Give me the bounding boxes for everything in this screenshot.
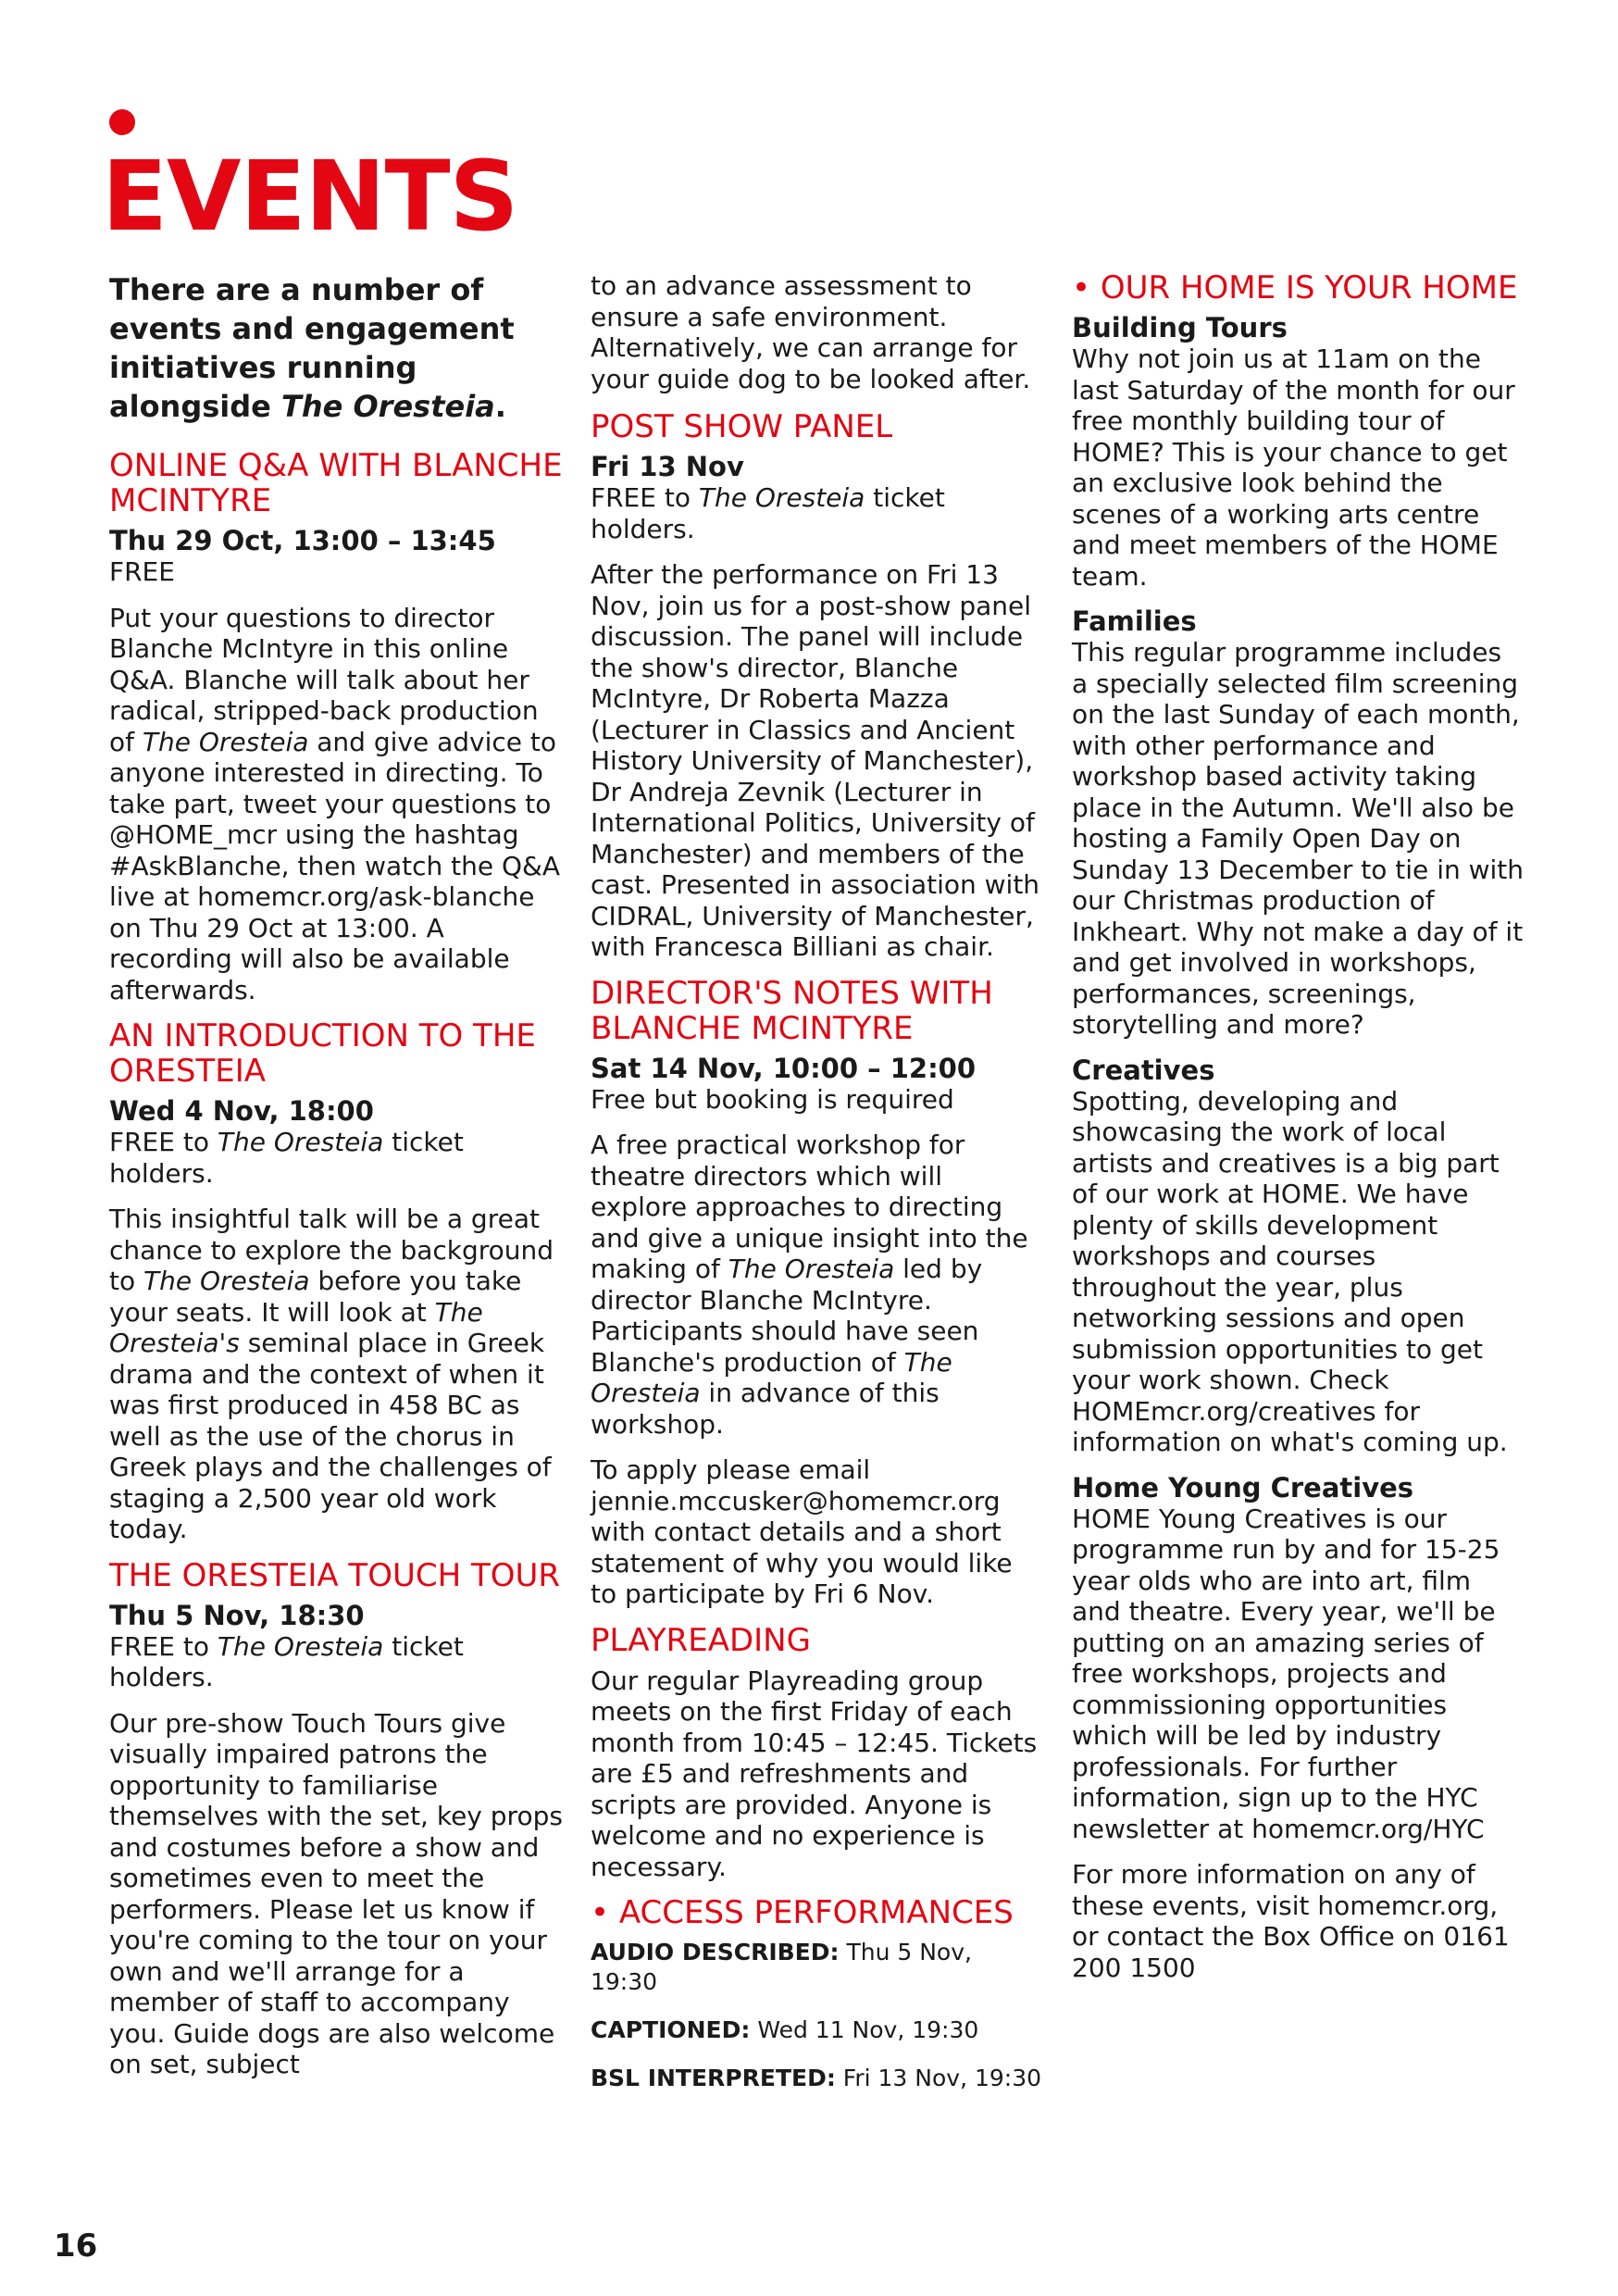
access-performances xyxy=(591,1895,1044,2093)
event-online-qa xyxy=(109,448,563,1005)
subsection-body: HOME Young Creatives is our programme run by and for 15-25 year olds who are into art, film and theatre. Every year, we'll be putting on an amazing series of free workshops, projects and commissioning opportunities which will be led by industry professionals. For further information, sign up to the HYC newsletter at homemcr.org/HYC xyxy=(1072,1503,1500,1844)
subsection-body: Why not join us at 11am on the last Saturday of the month for our free monthly building tour of HOME? This is your chance to get an exclusive look behind the scenes of a working arts centre and meet members of the HOME team. xyxy=(1072,343,1515,592)
event-body-continued: to an advance assessment to ensure a safe environment. Alternatively, we can arrange for your guide dog to be looked after. xyxy=(591,270,1031,394)
event-date: Thu 29 Oct, 13:00 – 13:45 xyxy=(109,525,496,556)
column-1 xyxy=(109,270,563,2095)
page-number: 16 xyxy=(54,2227,98,2265)
event-date: Sat 14 Nov, 10:00 – 12:00 xyxy=(591,1052,977,1084)
section-heading: • ACCESS PERFORMANCES xyxy=(591,1894,1014,1931)
creatives xyxy=(1072,1055,1525,1458)
event-body: Put your questions to director Blanche McIntyre in this online Q&A. Blanche will talk about her radical, stripped-back production of The Oresteia and give advice to anyone interested in directing. To take part, tweet your questions to @HOME_mcr using the hashtag #AskBlanche, then watch the Q&A live at homemcr.org/ask-blanche on Thu 29 Oct at 13:00. A recording will also be available afterwards. xyxy=(109,602,561,1005)
event-heading: ONLINE Q&A WITH BLANCHE MCINTYRE xyxy=(109,447,563,519)
access-item-audio-described: AUDIO DESCRIBED: Thu 5 Nov, 19:30 xyxy=(591,1939,972,1995)
event-heading: DIRECTOR'S NOTES WITH BLANCHE MCINTYRE xyxy=(591,974,993,1047)
subsection-title: Home Young Creatives xyxy=(1072,1471,1414,1504)
event-playreading xyxy=(591,1623,1044,1883)
event-heading: THE ORESTEIA TOUCH TOUR xyxy=(109,1556,560,1594)
title-bullet-dot xyxy=(109,109,135,135)
event-body: A free practical workshop for theatre directors which will explore approaches to directing and give a unique insight into the making of The Oresteia led by director Blanche McIntyre. Participants should have seen Blanche's production of The Oresteia in advance of this workshop. xyxy=(591,1129,1028,1440)
subsection-title: Building Tours xyxy=(1072,312,1288,343)
event-heading: POST SHOW PANEL xyxy=(591,408,893,445)
event-body: After the performance on Fri 13 Nov, join us for a post-show panel discussion. The panel will include the show's director, Blanche McIntyre, Dr Roberta Mazza (Lecturer in Classics and Ancient History University of Manchester), Dr Andreja Zevnik (Lecturer in International Politics, University of Manchester) and members of the cast. Presented in association with CIDRAL, University of Manchester, with Francesca Billiani as chair. xyxy=(591,559,1040,962)
subsection-title: Families xyxy=(1072,605,1197,637)
event-heading: PLAYREADING xyxy=(591,1621,811,1659)
event-heading: AN INTRODUCTION TO THE ORESTEIA xyxy=(109,1017,536,1090)
home-young-creatives xyxy=(1072,1473,1525,1845)
subsection-body: This regular programme includes a specially selected film screening on the last Sunday of each month, with other performance and workshop based activity taking place in the Autumn. We'll also be hosting a Family Open Day on Sunday 13 December to tie in with our Christmas production of Inkheart. Why not make a day of it and get involved in workshops, performances, screenings, storytelling and more? xyxy=(1072,637,1525,1040)
more-info-text: For more information on any of these events, visit homemcr.org, or contact the Box Office on 0161 200 1500 xyxy=(1072,1859,1510,1983)
building-tours xyxy=(1072,313,1525,592)
event-apply-text: To apply please email jennie.mccusker@homemcr.org with contact details and a short statement of why you would like to participate by Fri 6 Nov. xyxy=(591,1454,1013,1609)
event-body: Our pre-show Touch Tours give visually impaired patrons the opportunity to familiarise themselves with the set, key props and costumes before a show and sometimes even to meet the performers. Please let us know if you're coming to the tour on your own and we'll arrange for a member of staff to accompany you. Guide dogs are also welcome on set, subject xyxy=(109,1707,563,2079)
event-date: Wed 4 Nov, 18:00 xyxy=(109,1095,374,1127)
subsection-title: Creatives xyxy=(1072,1054,1215,1086)
event-price: FREE to The Oresteia ticket holders. xyxy=(109,1630,464,1692)
event-body: Our regular Playreading group meets on the first Friday of each month from 10:45 – 12:45. Tickets are £5 and refreshments and scripts are provided. Anyone is welcome and no experience is necessary. xyxy=(591,1665,1038,1882)
event-price: FREE xyxy=(109,556,175,587)
event-price: Free but booking is required xyxy=(591,1083,954,1115)
event-directors-notes xyxy=(591,976,1044,1610)
access-item-bsl-interpreted: BSL INTERPRETED: Fri 13 Nov, 19:30 xyxy=(591,2065,1042,2091)
event-date: Fri 13 Nov xyxy=(591,451,744,482)
event-introduction xyxy=(109,1018,563,1545)
event-price: FREE to The Oresteia ticket holders. xyxy=(109,1127,464,1189)
event-touch-tour xyxy=(109,1558,563,2080)
column-2 xyxy=(591,270,1044,2112)
section-heading: • OUR HOME IS YOUR HOME xyxy=(1072,269,1518,306)
column-3 xyxy=(1072,270,1525,1998)
event-price: FREE to The Oresteia ticket holders. xyxy=(591,482,945,544)
subsection-body: Spotting, developing and showcasing the work of local artists and creatives is a big part of our work at HOME. We have plenty of skills development workshops and courses throughout the year, plus networking sessions and open submission opportunities to get your work shown. Check HOMEmcr.org/creatives for information on what's coming up. xyxy=(1072,1085,1508,1457)
access-item-captioned: CAPTIONED: Wed 11 Nov, 19:30 xyxy=(591,2016,979,2043)
event-post-show-panel xyxy=(591,409,1044,963)
intro-text: There are a number of events and engagement initiatives running alongside The Oresteia. xyxy=(109,272,515,424)
page-title: EVENTS xyxy=(102,140,518,253)
event-date: Thu 5 Nov, 18:30 xyxy=(109,1599,365,1631)
families xyxy=(1072,606,1525,1041)
event-body: This insightful talk will be a great chance to explore the background to The Oresteia before you take your seats. It will look at The Oresteia's seminal place in Greek drama and the context of when it was first produced in 458 BC as well as the use of the chorus in Greek plays and the challenges of staging a 2,500 year old work today. xyxy=(109,1204,554,1544)
